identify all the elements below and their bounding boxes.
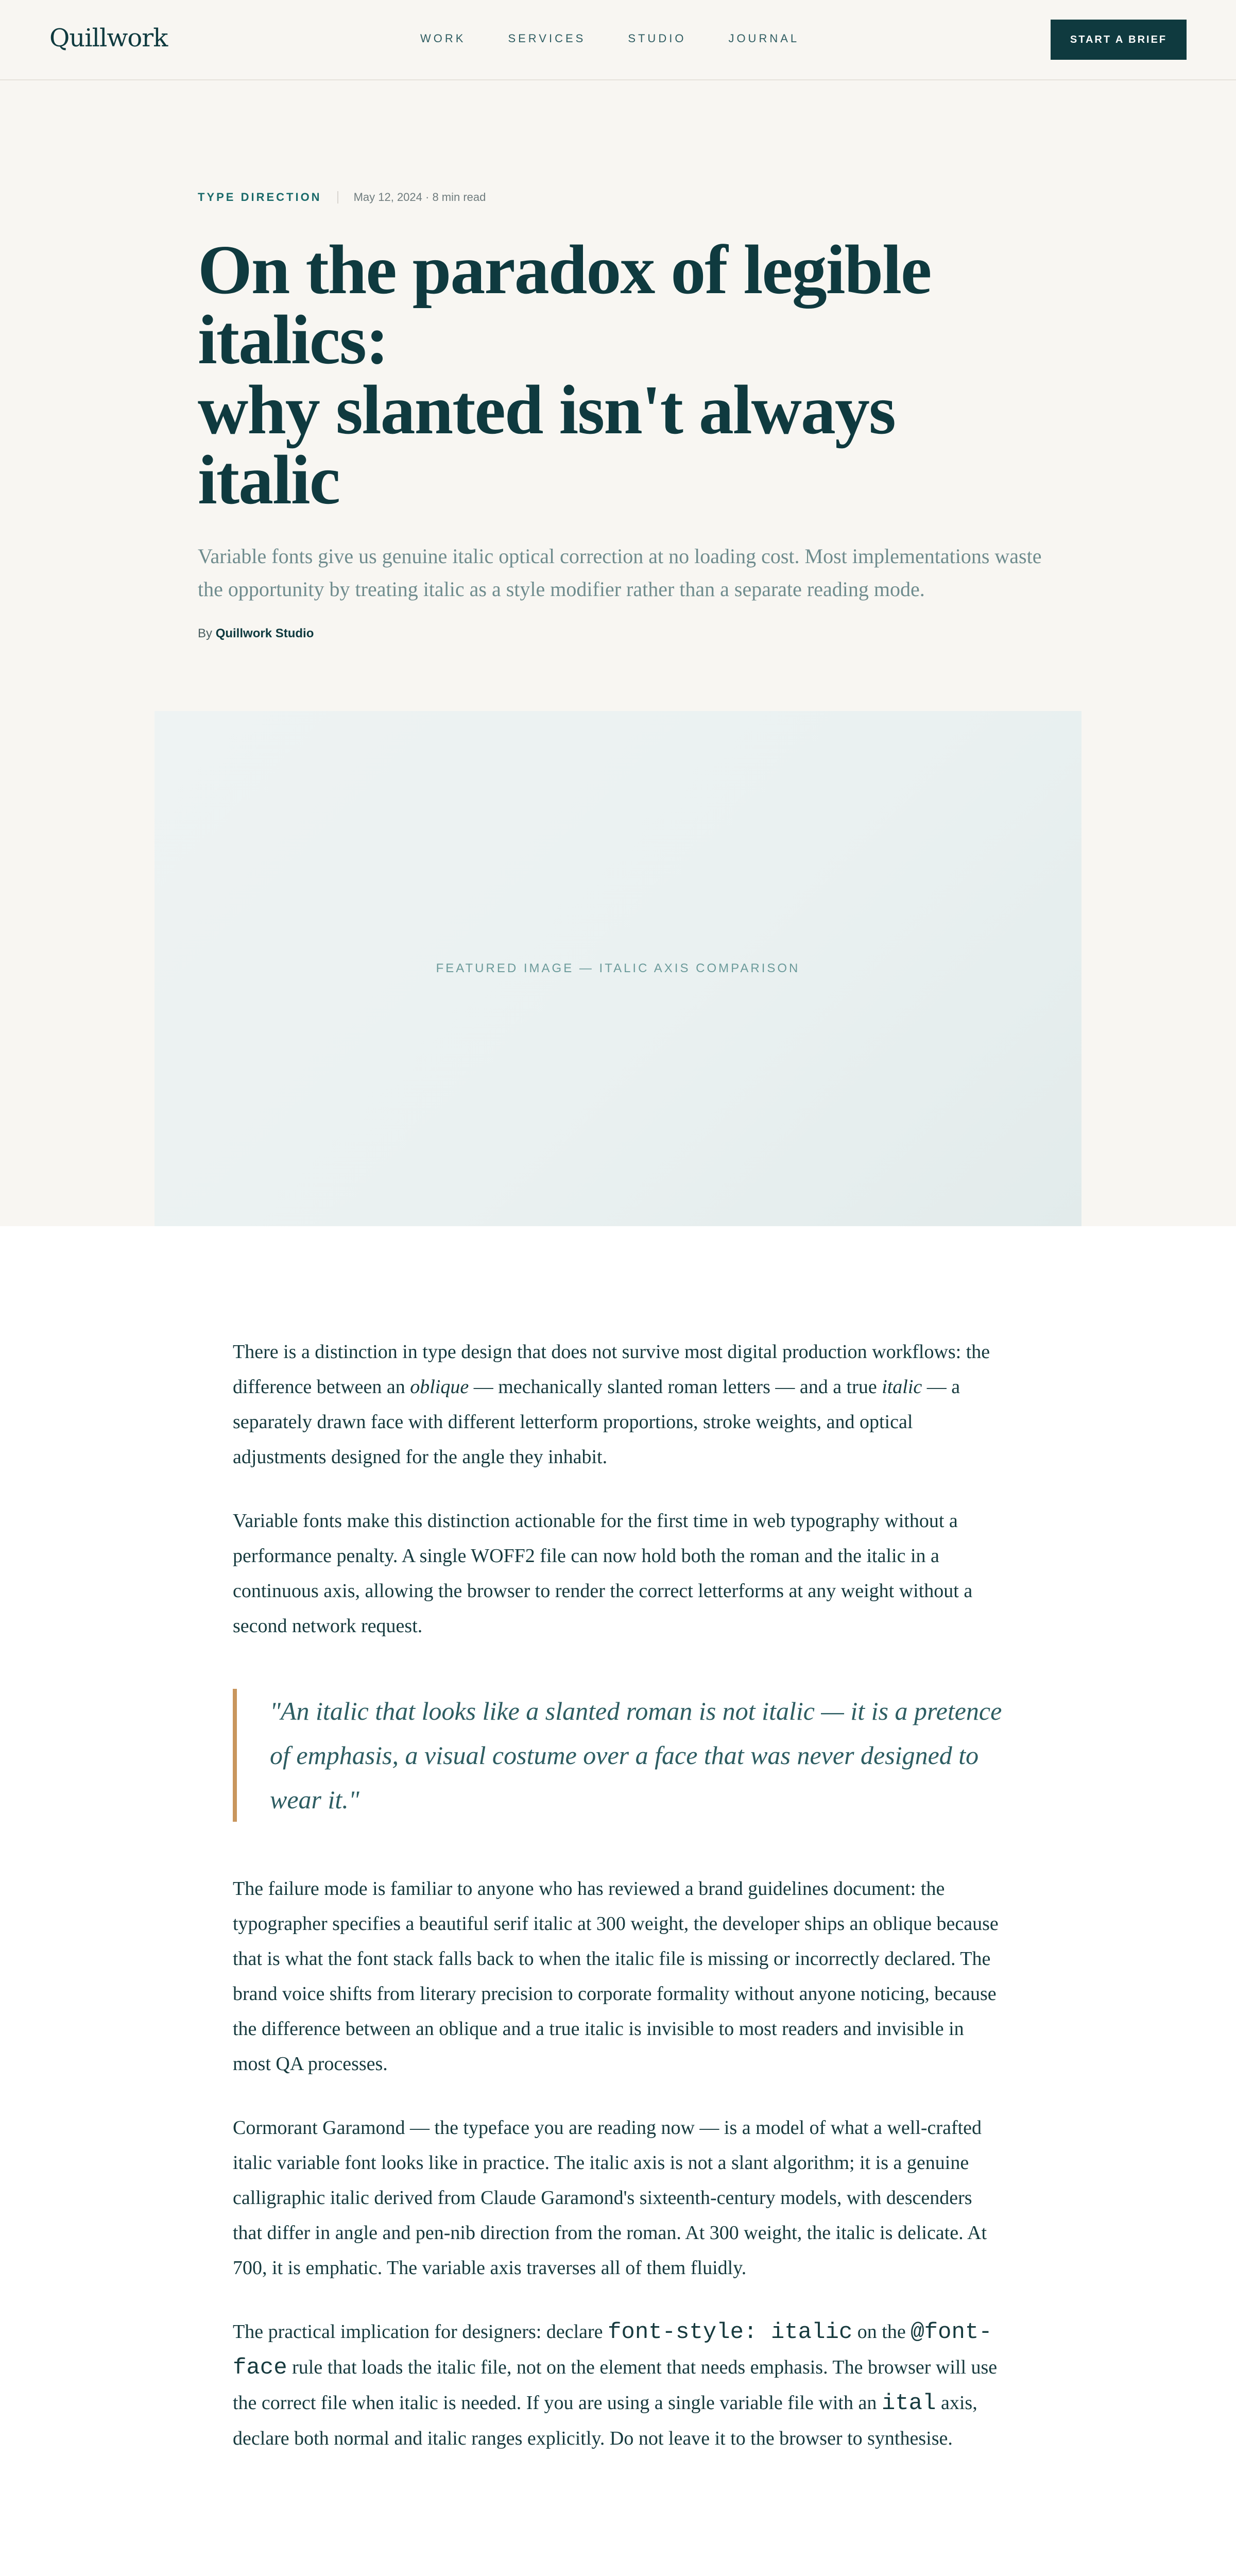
p1-text-c: — mechanically slanted roman letters — and a true [469,1376,882,1398]
article-meta [198,191,1042,204]
nav-journal[interactable]: JOURNAL [728,32,800,45]
byline-prefix: By [198,626,213,640]
author-link[interactable]: Quillwork Studio [215,626,314,640]
article-body [233,1334,1005,2485]
category-link[interactable]: TYPE DIRECTION [198,191,322,204]
paragraph-2: Variable fonts make this distinction actionable for the first time in web typography without a performance penalty. A single WOFF2 file can now hold both the roman and the italic in a continuous axis, allowing the browser to render the correct letterforms at any weight without a second network request. [233,1510,973,1637]
page-title [198,231,1042,519]
featured-image-caption: FEATURED IMAGE — ITALIC AXIS COMPARISON [436,961,800,975]
p5-text-a: The practical implication for designers: declare [233,2321,608,2343]
site-logo[interactable]: Quillwork [49,24,168,53]
p5-text-c: rule that loads the italic file, not on the element that needs emphasis. The browser will use the correct file when italic is needed. If you are using a single variable file with an [233,2357,998,2414]
site-header [0,0,1236,80]
paragraph-1 [233,1334,1005,1475]
code-font-style: font-style: italic [608,2319,853,2345]
p1-text-a: There is a distinction in type design that does not survive most digital production workflows: the difference between an [233,1341,990,1398]
code-font-face: @font-face [233,2319,992,2381]
paragraph-3: The failure mode is familiar to anyone who has reviewed a brand guidelines document: the typographer specifies a beautiful serif italic at 300 weight, the developer ships an oblique because that is what the font stack falls back to when the italic file is missing or incorrectly declared. The brand voice shifts from literary precision to corporate formality without anyone noticing, because the difference between an oblique and a true italic is invisible to most readers and invisible in most QA processes. [233,1878,999,2075]
featured-image [154,711,1082,1226]
nav-work[interactable]: WORK [420,32,466,45]
article-hero [198,191,1042,641]
paragraph-5 [233,2314,1005,2456]
p5-text-b: on the [852,2321,911,2343]
pull-quote: "An italic that looks like a slanted roman is not italic — it is a pretence of emphasis, a visual costume over a face that was never designed to wear it." [233,1689,1005,1822]
publish-date: May 12, 2024 · 8 min read [353,191,486,204]
article-subtitle: Variable fonts give us genuine italic optical correction at no loading cost. Most implementations waste the opportunity by treating italic as a style modifier rather than a separate reading mode. [198,545,1042,601]
p1-oblique: oblique [410,1376,469,1398]
p5-text-d: axis, declare both normal and italic ranges explicitly. Do not leave it to the browser to synthesise. [233,2392,977,2449]
nav-services[interactable]: SERVICES [508,32,586,45]
title-line-2: why slanted isn't always italic [198,371,895,519]
meta-divider [337,191,338,204]
code-ital: ital [881,2391,936,2416]
p1-italic: italic [882,1376,922,1398]
main-nav [420,32,799,45]
p1-text-e: — a separately drawn face with different letterform proportions, stroke weights, and optical adjustments designed for the angle they inhabit. [233,1376,960,1468]
byline [198,626,1042,641]
start-brief-button[interactable]: START A BRIEF [1051,20,1187,60]
title-line-1: On the paradox of legible italics: [198,231,931,379]
paragraph-4: Cormorant Garamond — the typeface you are reading now — is a model of what a well-crafted italic variable font looks like in practice. The italic axis is not a slant algorithm; it is a genuine calligraphic italic derived from Claude Garamond's sixteenth-century models, with descenders that differ in angle and pen-nib direction from the roman. At 300 weight, the italic is delicate. At 700, it is emphatic. The variable axis traverses all of them fluidly. [233,2117,987,2279]
nav-studio[interactable]: STUDIO [628,32,686,45]
